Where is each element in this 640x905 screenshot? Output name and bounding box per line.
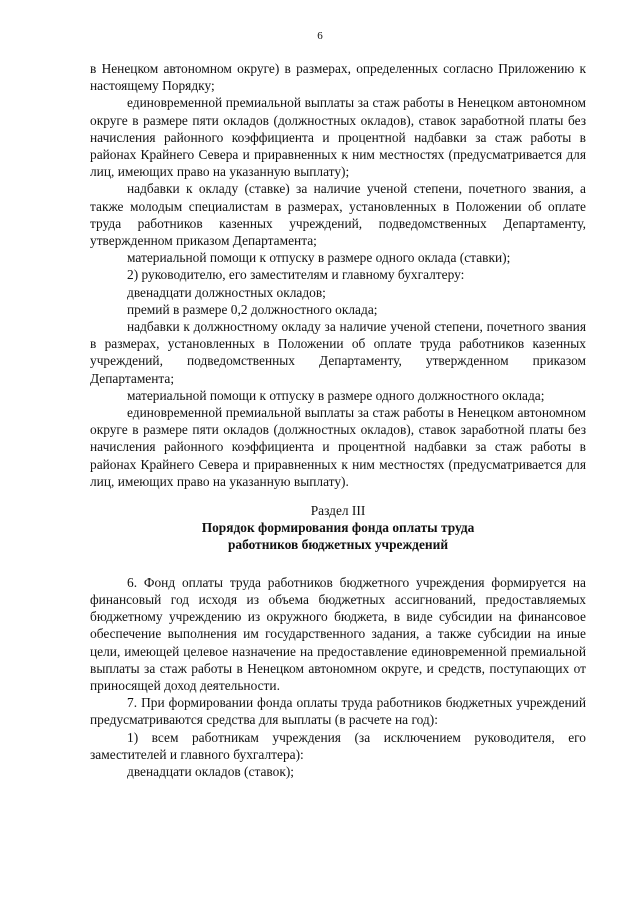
paragraph: материальной помощи к отпуску в размере одного оклада (ставки); <box>127 250 511 266</box>
paragraph: двенадцати должностных окладов; <box>127 284 326 300</box>
section-number: Раздел III <box>310 503 366 519</box>
section-title-line-2: работников бюджетных учреждений <box>227 537 449 553</box>
paragraph: в Ненецком автономном округе) в размерах, определенных согласно Приложению к настоящему Порядку; <box>90 61 586 94</box>
paragraph: 6. Фонд оплаты труда работников бюджетного учреждения формируется на финансовый год исходя из объема бюджетных ассигнований, предоставляемых бюджетному учреждению из окружного бюджета, в виде субсидии на финансовое обеспечение выполнения им государственного задания, а также субсидии на иные цели, имеющей целевое назначение на предоставление единовременной премиальной выплаты за стаж работы в Ненецком автономном округе, и средств, поступающих от приносящей доход деятельности. <box>90 574 586 693</box>
paragraph: 7. При формировании фонда оплаты труда работников бюджетных учреждений предусматриваются средства для выплаты (в расчете на год): <box>90 695 586 728</box>
page-number: 6 <box>317 30 323 42</box>
paragraph: материальной помощи к отпуску в размере одного должностного оклада; <box>127 387 545 403</box>
text-block-top <box>90 60 586 490</box>
paragraph: премий в размере 0,2 должностного оклада; <box>127 301 378 317</box>
paragraph: надбавки к должностному окладу за наличие ученой степени, почетного звания в размерах, установленных в Положении об оплате труда работников казенных учреждений, подведомственных Департаменту, утвержденном приказом Департамента; <box>90 319 586 386</box>
text-block-bottom <box>90 574 586 780</box>
paragraph: единовременной премиальной выплаты за стаж работы в Ненецком автономном округе в размере пяти окладов (должностных окладов), ставок заработной платы без начисления районного коэффициента и процентной надбавки за стаж работы в районах Крайнего Севера и приравненных к ним местностях (предусматривается для лиц, имеющих право на указанную выплату); <box>90 95 586 180</box>
paragraph: двенадцати окладов (ставок); <box>127 763 295 779</box>
document-body <box>90 60 586 780</box>
paragraph: единовременной премиальной выплаты за стаж работы в Ненецком автономном округе в размере пяти окладов (должностных окладов), ставок заработной платы без начисления районного коэффициента и процентной надбавки за стаж работы в районах Крайнего Севера и приравненных к ним местностях (предусматривается для лиц, имеющих право на указанную выплату). <box>90 405 586 489</box>
paragraph: 2) руководителю, его заместителям и главному бухгалтеру: <box>127 267 465 283</box>
paragraph: 1) всем работникам учреждения (за исключением руководителя, его заместителей и главного бухгалтера): <box>90 729 586 762</box>
paragraph: надбавки к окладу (ставке) за наличие ученой степени, почетного звания, а также молодым специалистам в размерах, установленных в Положении об оплате труда работников казенных учреждений, подведомственных Департаменту, утвержденном приказом Департамента; <box>90 181 586 249</box>
section-title-line-1: Порядок формирования фонда оплаты труда <box>201 520 475 536</box>
